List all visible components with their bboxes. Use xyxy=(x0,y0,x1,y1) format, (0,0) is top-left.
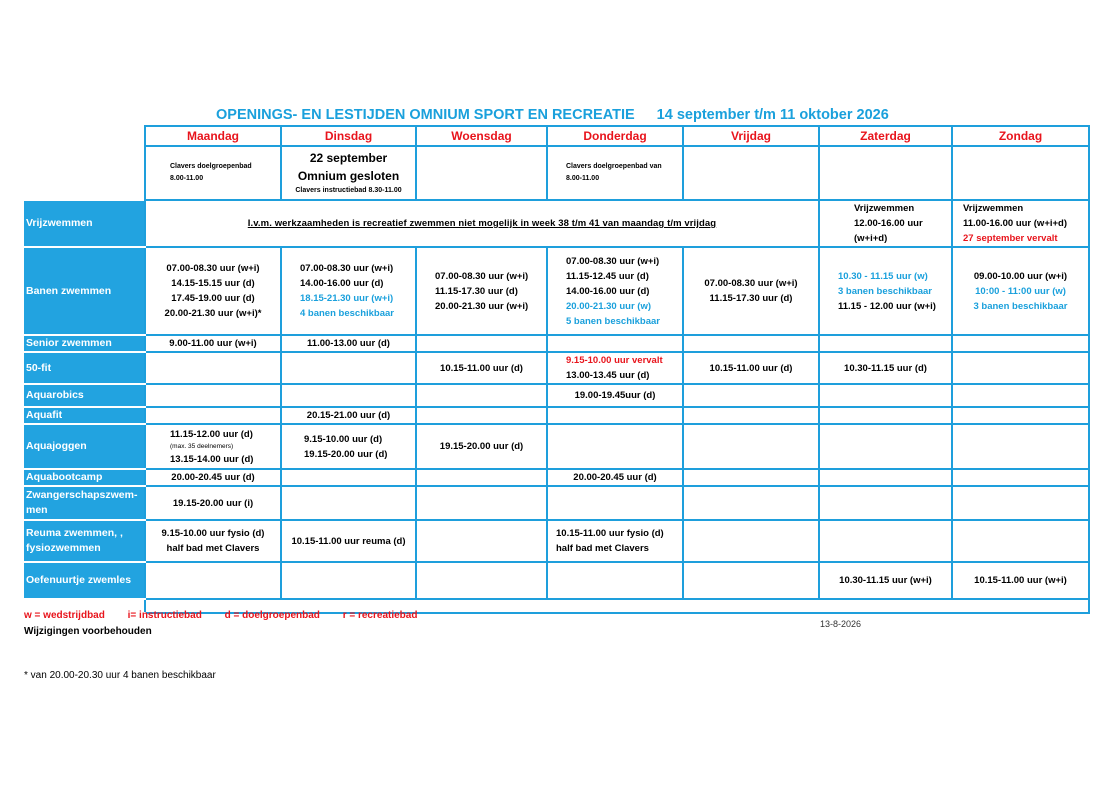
cell-di xyxy=(281,384,416,407)
row-label: 50-fit xyxy=(23,352,145,384)
cell-do xyxy=(547,424,683,469)
cell-za: 10.30-11.15 uur (d) xyxy=(819,352,952,384)
legend-item: w = wedstrijdbad xyxy=(24,610,105,621)
cell-za xyxy=(819,247,952,335)
cell-di xyxy=(281,352,416,384)
cell-di: 20.15-21.00 uur (d) xyxy=(281,407,416,424)
row-reuma-zwemmen xyxy=(23,520,1089,562)
note-cell-do xyxy=(547,146,683,200)
cell-line: 10.30 - 11.15 uur (w) xyxy=(838,270,928,282)
cell-za xyxy=(819,407,952,424)
cell-vr xyxy=(683,486,819,520)
row-label: Aquarobics xyxy=(23,384,145,407)
label-line: men xyxy=(26,504,48,516)
row-label: Aquabootcamp xyxy=(23,469,145,486)
cell-zo: 10.15-11.00 uur (w+i) xyxy=(952,562,1089,599)
cell-do xyxy=(547,335,683,352)
cell-vr xyxy=(683,247,819,335)
note-line: 8.00-11.00 xyxy=(170,175,204,182)
cell-line: 07.00-08.30 uur (w+i) xyxy=(704,278,798,289)
cell-zo xyxy=(952,384,1089,407)
row-aquarobics xyxy=(23,384,1089,407)
cell-line: 9.15-10.00 uur vervalt xyxy=(566,355,663,366)
row-label: Aquajoggen xyxy=(23,424,145,469)
cell-do xyxy=(547,247,683,335)
period-text: 14 september t/m 11 oktober 2026 xyxy=(656,107,889,123)
legend xyxy=(24,610,437,621)
row-senior-zwemmen xyxy=(23,335,1089,352)
cell-zo xyxy=(952,247,1089,335)
cell-line: 11.15-12.45 uur (d) xyxy=(566,270,649,282)
cell-line: 10.15-11.00 uur fysio (d) xyxy=(556,528,664,539)
cell-line: (max. 35 deelnemers) xyxy=(170,442,234,450)
label-line: fysiozwemmen xyxy=(26,542,101,554)
row-label xyxy=(23,486,145,520)
cell-zo xyxy=(952,486,1089,520)
note-line: Omnium gesloten xyxy=(297,169,400,183)
cell-line: Vrijzwemmen xyxy=(963,203,1024,214)
cell-line: 3 banen beschikbaar xyxy=(838,285,932,297)
row-label: Vrijzwemmen xyxy=(23,200,145,247)
schedule-table xyxy=(22,125,1090,614)
row-label: Banen zwemmen xyxy=(23,247,145,335)
cell-line: 20.00-21.30 uur (w) xyxy=(566,300,652,312)
note-line: 22 september xyxy=(309,151,388,165)
cell-line: half bad met Clavers xyxy=(556,543,649,554)
cell-za xyxy=(819,424,952,469)
cell-line: 11.00-16.00 uur (w+i+d) xyxy=(963,218,1068,229)
cell-line: 11.15-17.30 uur (d) xyxy=(709,293,793,304)
closure-notice: I.v.m. werkzaamheden is recreatief zwemmen niet mogelijk in week 38 t/m 41 van maandag t/m vrijdag xyxy=(145,200,819,247)
cell-di xyxy=(281,247,416,335)
note-line: Clavers instructiebad 8.30-11.00 xyxy=(295,187,402,194)
cell-vr xyxy=(683,335,819,352)
cell-do: 20.00-20.45 uur (d) xyxy=(547,469,683,486)
note-cell-za xyxy=(819,146,952,200)
legend-item: d = doelgroepenbad xyxy=(224,610,320,621)
cell-wo: 19.15-20.00 uur (d) xyxy=(416,424,547,469)
cell-do xyxy=(547,407,683,424)
cell-zo xyxy=(952,407,1089,424)
cell-line: 18.15-21.30 uur (w+i) xyxy=(300,293,394,304)
cell-line: 19.15-20.00 uur (d) xyxy=(304,448,388,460)
cell-wo xyxy=(416,247,547,335)
cell-line: 07.00-08.30 uur (w+i) xyxy=(300,263,394,274)
cell-wo xyxy=(416,520,547,562)
cell-di: 11.00-13.00 uur (d) xyxy=(281,335,416,352)
cell-do xyxy=(547,520,683,562)
cell-line: 14.15-15.15 uur (d) xyxy=(171,278,255,289)
page-title xyxy=(216,107,889,123)
cell-vr xyxy=(683,562,819,599)
cell-zo xyxy=(952,200,1089,247)
cell-za xyxy=(819,200,952,247)
corner-cell xyxy=(23,126,145,146)
cell-di xyxy=(281,424,416,469)
cell-line: 20.00-21.30 uur (w+i)* xyxy=(164,308,262,319)
note-cell-zo xyxy=(952,146,1089,200)
row-label: Oefenuurtje zwemles xyxy=(23,562,145,599)
day-header: Donderdag xyxy=(547,126,683,146)
row-banen-zwemmen xyxy=(23,247,1089,335)
cell-zo xyxy=(952,520,1089,562)
cell-wo xyxy=(416,562,547,599)
cell-do xyxy=(547,352,683,384)
cell-line: 11.15-17.30 uur (d) xyxy=(435,285,518,297)
cell-ma xyxy=(145,407,281,424)
cell-wo xyxy=(416,486,547,520)
day-header: Zaterdag xyxy=(819,126,952,146)
cell-ma: 20.00-20.45 uur (d) xyxy=(145,469,281,486)
cell-line: 10:00 - 11:00 uur (w) xyxy=(975,285,1066,297)
day-header: Vrijdag xyxy=(683,126,819,146)
row-label xyxy=(23,520,145,562)
day-header: Zondag xyxy=(952,126,1089,146)
cell-vr xyxy=(683,384,819,407)
cell-line: 14.00-16.00 uur (d) xyxy=(566,285,650,297)
cell-vr xyxy=(683,424,819,469)
note-line: Clavers doelgroepenbad xyxy=(170,163,252,170)
cell-line: 07.00-08.30 uur (w+i) xyxy=(435,270,529,282)
cell-line: 11.15 - 12.00 uur (w+i) xyxy=(838,300,936,312)
cell-ma xyxy=(145,424,281,469)
cell-line: 09.00-10.00 uur (w+i) xyxy=(973,270,1068,282)
cell-zo xyxy=(952,352,1089,384)
cell-vr xyxy=(683,469,819,486)
cell-zo xyxy=(952,469,1089,486)
cell-line: 9.15-10.00 uur (d) xyxy=(304,433,383,445)
cell-ma xyxy=(145,520,281,562)
cell-zo xyxy=(952,335,1089,352)
cell-wo: 10.15-11.00 uur (d) xyxy=(416,352,547,384)
cell-za xyxy=(819,469,952,486)
cell-line: 3 banen beschikbaar xyxy=(973,300,1068,312)
cell-ma xyxy=(145,384,281,407)
cell-do xyxy=(547,562,683,599)
cell-za xyxy=(819,335,952,352)
cell-vr xyxy=(683,520,819,562)
row-vrijzwemmen xyxy=(23,200,1089,247)
day-header: Maandag xyxy=(145,126,281,146)
legend-item: i= instructiebad xyxy=(127,610,202,621)
note-line: Clavers doelgroepenbad van xyxy=(566,163,662,170)
cell-wo xyxy=(416,384,547,407)
cell-line: 5 banen beschikbaar xyxy=(566,315,660,327)
cell-za xyxy=(819,384,952,407)
cell-line: 4 banen beschikbaar xyxy=(300,308,394,319)
cell-line: 17.45-19.00 uur (d) xyxy=(171,293,255,304)
cell-ma: 19.15-20.00 uur (i) xyxy=(145,486,281,520)
cell-za xyxy=(819,520,952,562)
note-cell-vr xyxy=(683,146,819,200)
disclaimer: Wijzigingen voorbehouden xyxy=(24,626,152,637)
cell-vr: 10.15-11.00 uur (d) xyxy=(683,352,819,384)
footnote: * van 20.00-20.30 uur 4 banen beschikbaar xyxy=(24,670,216,681)
cell-line: 14.00-16.00 uur (d) xyxy=(300,278,384,289)
notes-label-cell xyxy=(23,146,145,200)
row-50-fit xyxy=(23,352,1089,384)
cell-line: 07.00-08.30 uur (w+i) xyxy=(166,263,260,274)
document-date: 13-8-2026 xyxy=(820,619,862,629)
cell-line: 12.00-16.00 uur xyxy=(854,218,923,229)
day-header-row xyxy=(23,126,1089,146)
label-line: Reuma zwemmen, , xyxy=(26,527,123,539)
title-text: OPENINGS- EN LESTIJDEN OMNIUM SPORT EN RECREATIE xyxy=(216,107,635,123)
note-line: 8.00-11.00 xyxy=(566,175,600,182)
cell-di xyxy=(281,469,416,486)
cell-ma xyxy=(145,247,281,335)
note-cell-wo xyxy=(416,146,547,200)
note-cell-ma xyxy=(145,146,281,200)
cell-ma: 9.00-11.00 uur (w+i) xyxy=(145,335,281,352)
notes-row xyxy=(23,146,1089,200)
day-header: Woensdag xyxy=(416,126,547,146)
label-line: Zwangerschapszwem- xyxy=(26,489,138,501)
cell-do xyxy=(547,486,683,520)
cell-wo xyxy=(416,407,547,424)
cell-za: 10.30-11.15 uur (w+i) xyxy=(819,562,952,599)
row-oefenuurtje-zwemles xyxy=(23,562,1089,599)
cell-line: (w+i+d) xyxy=(854,233,888,244)
note-cell-di xyxy=(281,146,416,200)
row-zwangerschapszwemmen xyxy=(23,486,1089,520)
row-aquajoggen xyxy=(23,424,1089,469)
cell-ma xyxy=(145,562,281,599)
row-label: Aquafit xyxy=(23,407,145,424)
cell-wo xyxy=(416,469,547,486)
cell-line: 07.00-08.30 uur (w+i) xyxy=(566,255,660,267)
cell-zo xyxy=(952,424,1089,469)
cell-line: 13.15-14.00 uur (d) xyxy=(170,453,254,465)
cell-vr xyxy=(683,407,819,424)
cell-do: 19.00-19.45uur (d) xyxy=(547,384,683,407)
cell-di xyxy=(281,486,416,520)
cell-line: 11.15-12.00 uur (d) xyxy=(170,428,253,440)
legend-item: r = recreatiebad xyxy=(342,610,418,621)
cell-di: 10.15-11.00 uur reuma (d) xyxy=(281,520,416,562)
cell-line: 13.00-13.45 uur (d) xyxy=(566,370,650,381)
cell-wo xyxy=(416,335,547,352)
row-aquabootcamp xyxy=(23,469,1089,486)
row-aquafit xyxy=(23,407,1089,424)
cell-ma xyxy=(145,352,281,384)
cell-line: 27 september vervalt xyxy=(963,233,1058,244)
cell-di xyxy=(281,562,416,599)
cell-line: half bad met Clavers xyxy=(166,543,260,554)
cell-line: 9.15-10.00 uur fysio (d) xyxy=(161,528,265,539)
row-label: Senior zwemmen xyxy=(23,335,145,352)
day-header: Dinsdag xyxy=(281,126,416,146)
cell-za xyxy=(819,486,952,520)
cell-line: 20.00-21.30 uur (w+i) xyxy=(435,300,529,312)
cell-line: Vrijzwemmen xyxy=(854,203,915,214)
